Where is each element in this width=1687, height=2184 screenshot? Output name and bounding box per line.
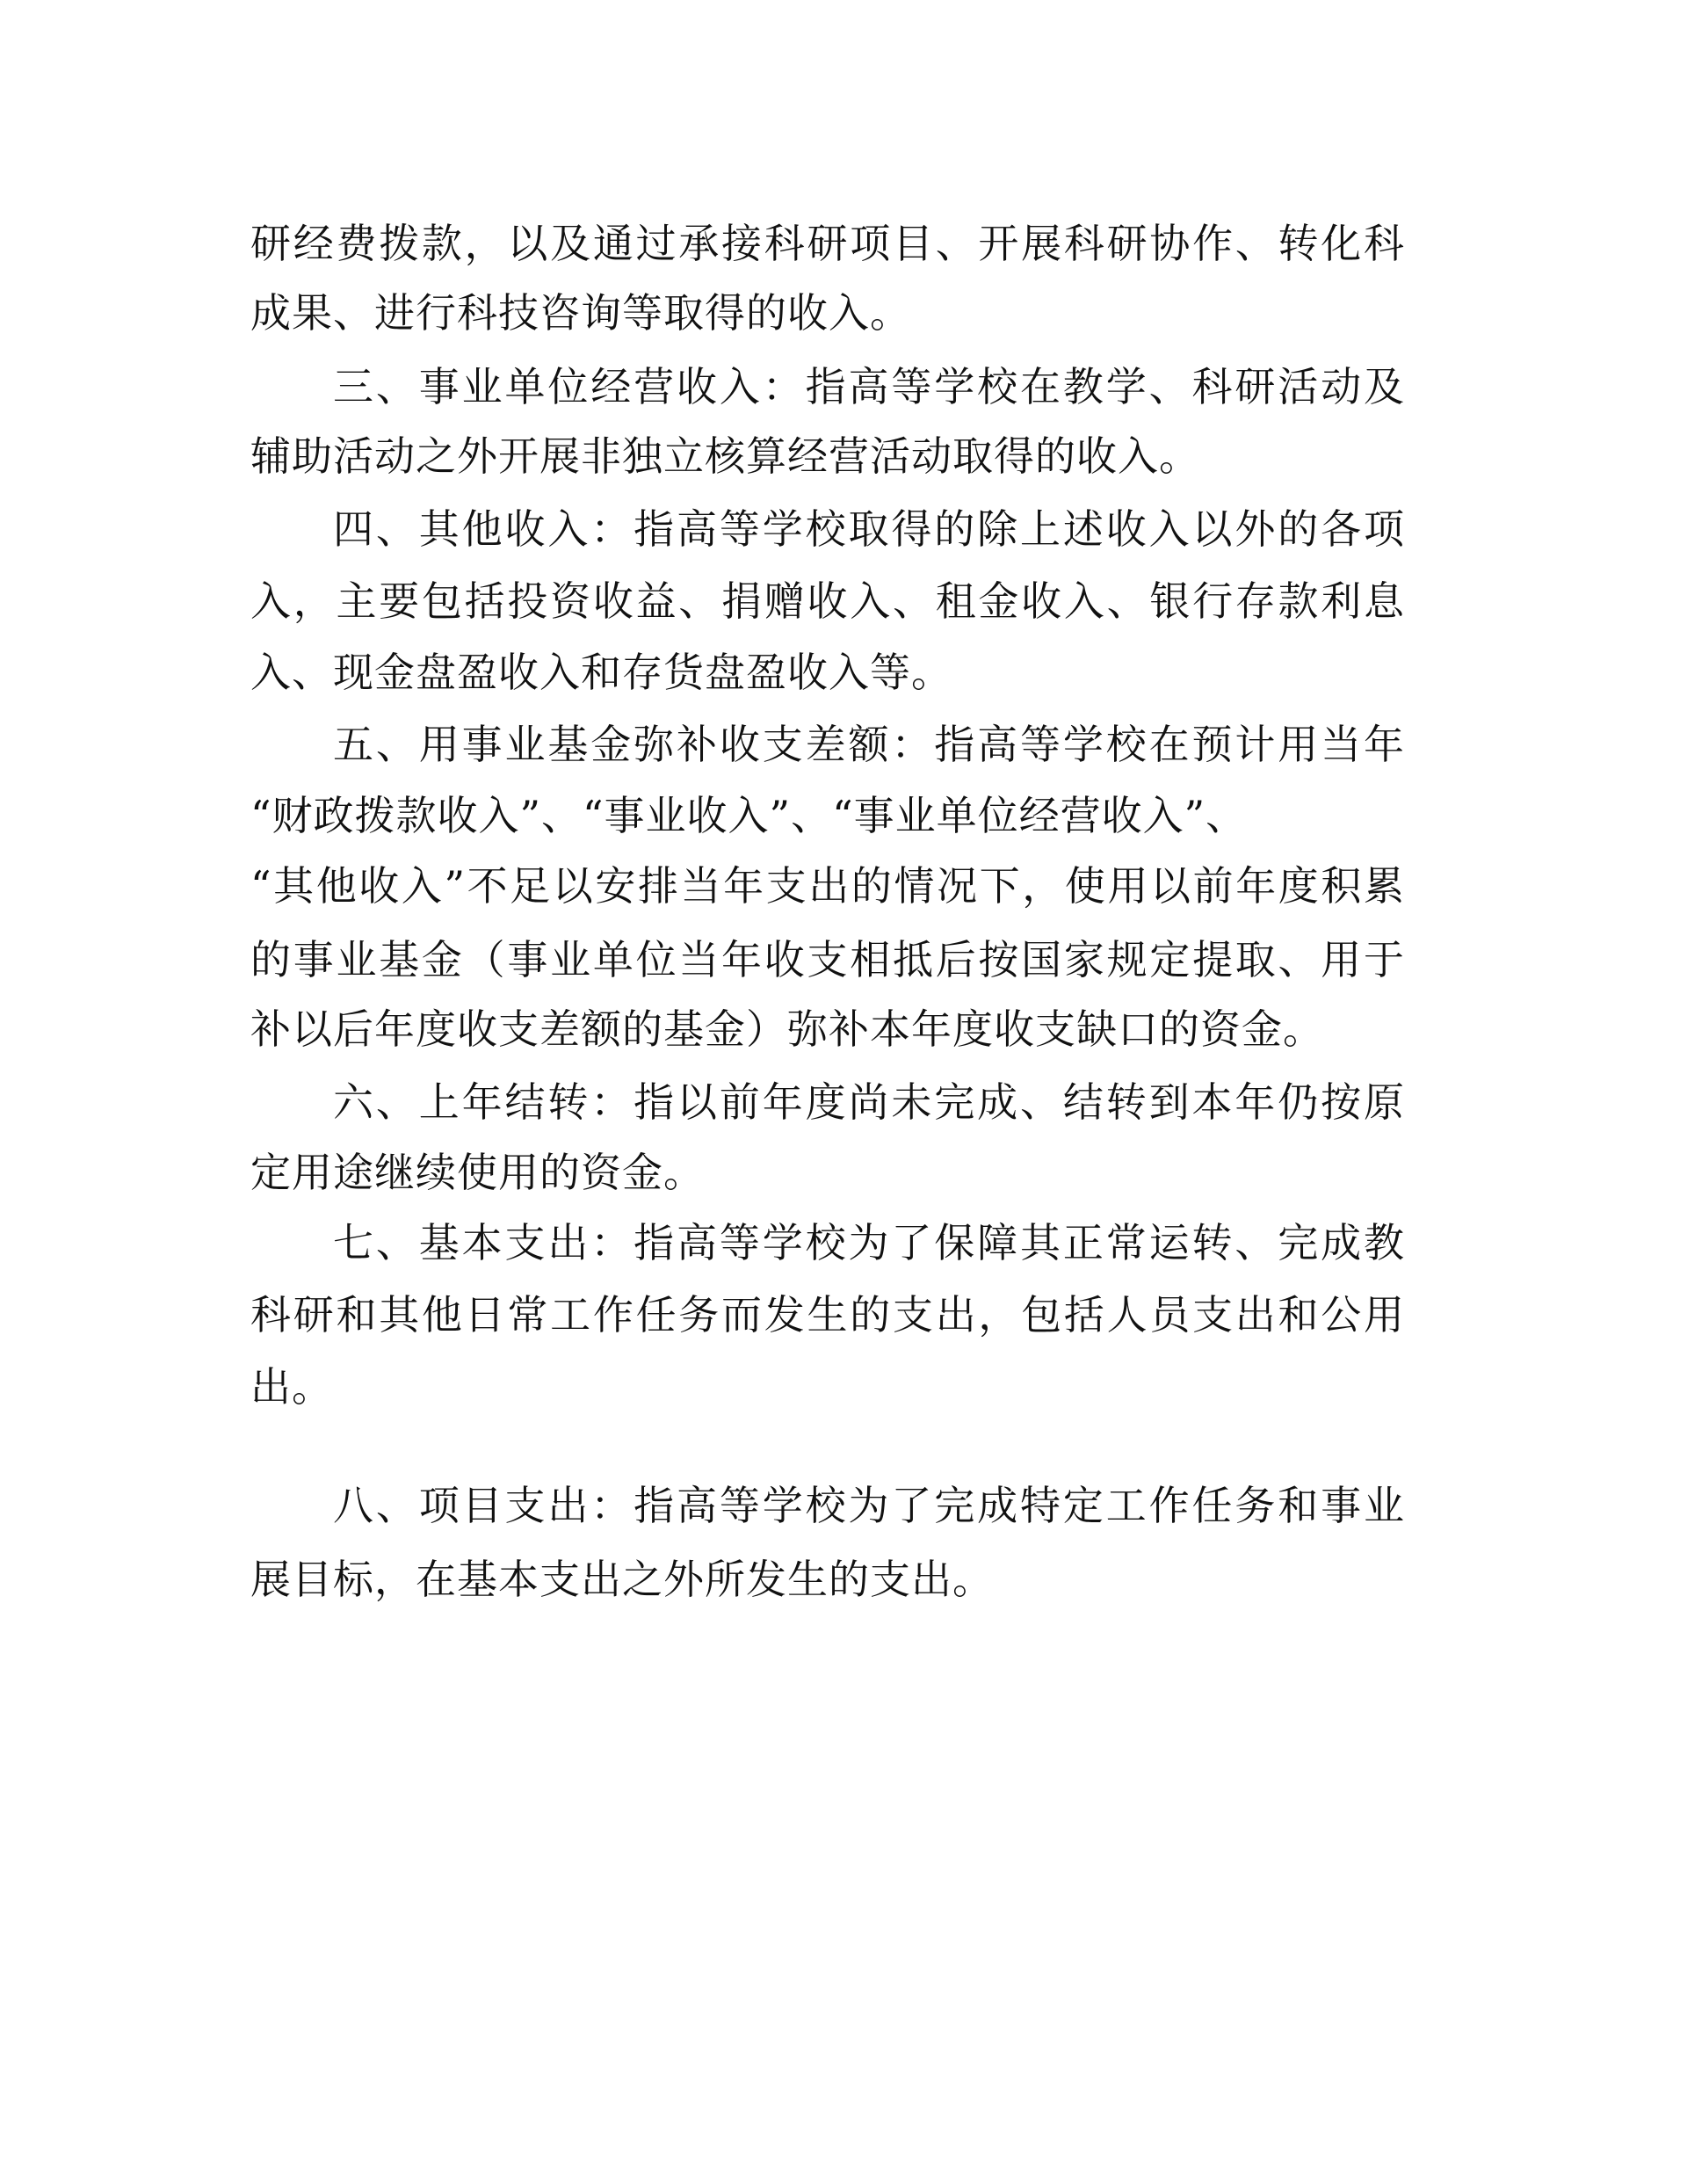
text-line: 辅助活动之外开展非独立核算经营活动取得的收入。	[250, 432, 1200, 480]
paragraph-3-start: 三、事业单位经营收入：指高等学校在教学、科研活动及	[333, 363, 1405, 410]
paragraph-5-start: 五、用事业基金弥补收支差额：指高等学校在预计用当年	[333, 721, 1405, 768]
text-line: 入，主要包括投资收益、捐赠收入、租金收入、银行存款利息	[250, 577, 1405, 625]
text-line: “其他收入”不足以安排当年支出的情况下，使用以前年度积累	[250, 862, 1405, 910]
paragraph-7-start: 七、基本支出：指高等学校为了保障其正常运转、完成教	[333, 1219, 1405, 1266]
text-line: 补以后年度收支差额的基金）弥补本年度收支缺口的资金。	[250, 1005, 1324, 1053]
paragraph-8-start: 八、项目支出：指高等学校为了完成特定工作任务和事业	[333, 1482, 1405, 1529]
text-line: 研经费拨款，以及通过承接科研项目、开展科研协作、转化科	[250, 220, 1405, 267]
text-line: 科研和其他日常工作任务而发生的支出，包括人员支出和公用	[250, 1291, 1405, 1339]
text-line: 成果、进行科技咨询等取得的收入。	[250, 289, 911, 337]
text-line: 的事业基金（事业单位当年收支相抵后按国家规定提取、用于	[250, 936, 1405, 983]
text-line: 出。	[250, 1363, 333, 1411]
text-line: “财政拨款收入”、“事业收入”、“事业单位经营收入”、	[250, 792, 1248, 839]
text-line: 展目标，在基本支出之外所发生的支出。	[250, 1556, 994, 1603]
text-line: 入、现金盘盈收入和存货盘盈收入等。	[250, 649, 952, 696]
paragraph-6-start: 六、上年结转：指以前年度尚未完成、结转到本年仍按原	[333, 1078, 1405, 1126]
paragraph-4-start: 四、其他收入：指高等学校取得的除上述收入以外的各项	[333, 505, 1405, 553]
text-line: 定用途继续使用的资金。	[250, 1149, 705, 1196]
